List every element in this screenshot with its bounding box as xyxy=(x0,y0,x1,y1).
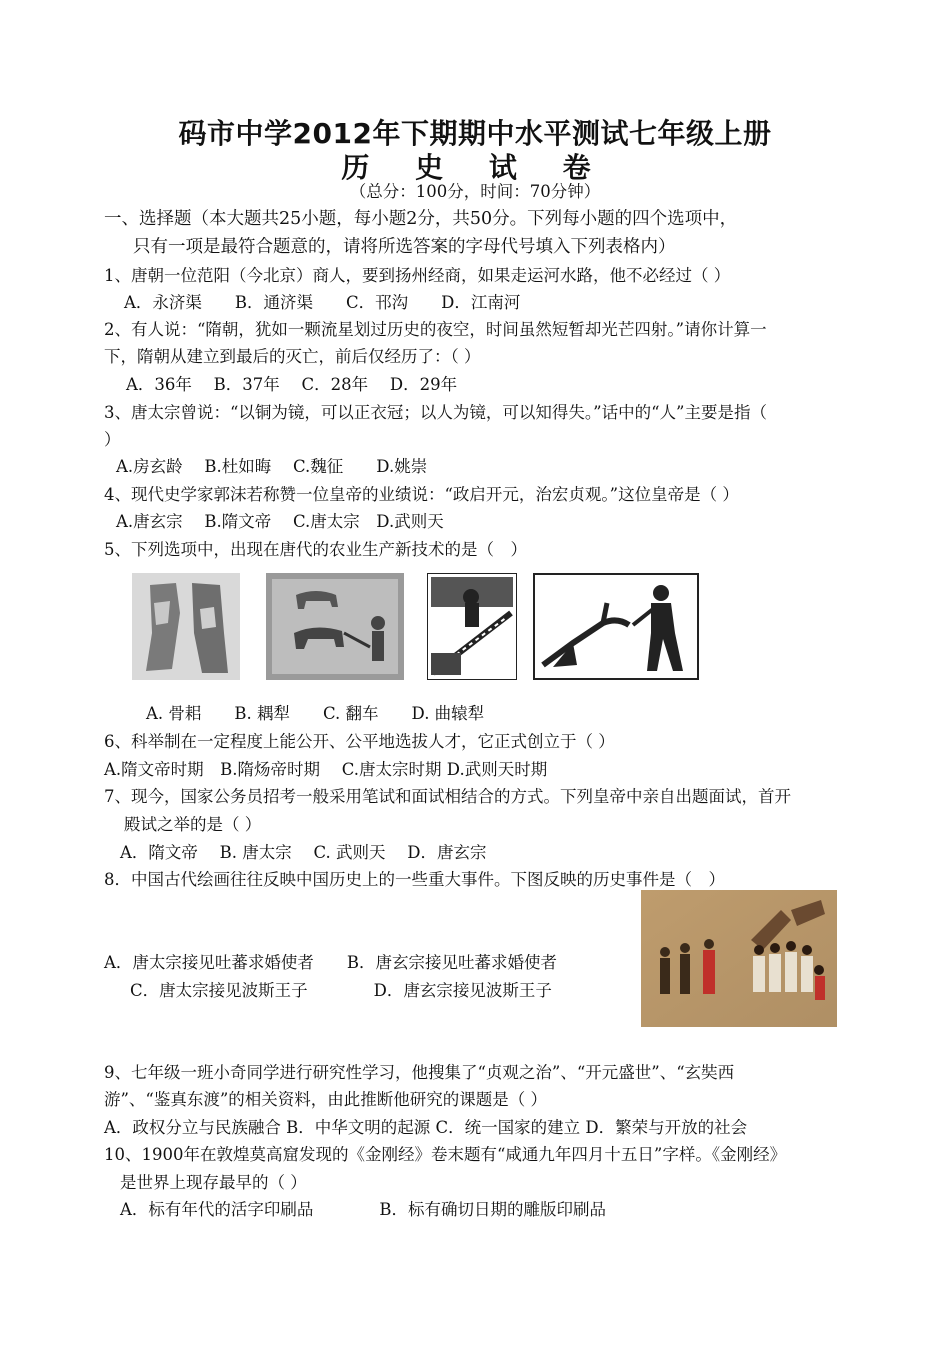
ox-plough-stone-relief xyxy=(266,573,404,680)
question-2-options: A．36年 B．37年 C．28年 D．29年 xyxy=(126,375,458,394)
question-7-stem-cont: 殿试之举的是（ ） xyxy=(124,815,262,834)
question-5-options: A. 骨耜 B. 耦犁 C. 翻车 D. 曲辕犁 xyxy=(146,704,485,723)
question-9-stem: 9、七年级一班小奇同学进行研究性学习，他搜集了“贞观之治”、“开元盛世”、“玄奘西 xyxy=(104,1063,735,1082)
question-1-stem: 1、唐朝一位范阳（今北京）商人，要到扬州经商，如果走运河水路，他不必经过（ ） xyxy=(104,266,731,285)
question-2-stem-cont: 下，隋朝从建立到最后的灭亡，前后仅经历了：（ ） xyxy=(104,347,481,366)
question-4-stem: 4、现代史学家郭沫若称赞一位皇帝的业绩说：“政启开元，治宏贞观。”这位皇帝是（ ） xyxy=(104,485,739,504)
exam-title: 码市中学2012年下期期中水平测试七年级上册 xyxy=(178,117,772,150)
bone-spade-photo xyxy=(132,573,240,680)
question-6-options: A.隋文帝时期 B.隋炀帝时期 C.唐太宗时期 D.武则天时期 xyxy=(104,760,548,779)
question-2-stem: 2、有人说：“隋朝，犹如一颗流星划过历史的夜空，时间虽然短暂却光芒四射。”请你计算一 xyxy=(104,320,767,339)
section-heading-cont: 只有一项是最符合题意的，请将所选答案的字母代号填入下列表格内） xyxy=(133,237,676,257)
question-5-stem: 5、下列选项中，出现在唐代的农业生产新技术的是（ ） xyxy=(104,540,527,559)
question-8-options-cd: C．唐太宗接见波斯王子 D．唐玄宗接见波斯王子 xyxy=(130,981,552,1000)
question-3-options: A.房玄龄 B.杜如晦 C.魏征 D.姚崇 xyxy=(116,457,428,476)
question-3-stem-cont: ） xyxy=(104,430,121,449)
question-10-options: A．标有年代的活字印刷品 B．标有确切日期的雕版印刷品 xyxy=(120,1200,607,1219)
question-7-options: A．隋文帝 B. 唐太宗 C. 武则天 D．唐玄宗 xyxy=(120,843,487,862)
exam-meta: （总分：100分，时间：70分钟） xyxy=(349,182,601,201)
question-9-options: A．政权分立与民族融合 B．中华文明的起源 C．统一国家的建立 D．繁荣与开放的社会 xyxy=(104,1118,748,1137)
question-3-stem: 3、唐太宗曾说：“以铜为镜，可以正衣冠；以人为镜，可以知得失。”话中的“人”主要是指（ xyxy=(104,403,767,422)
bunian-tu-painting xyxy=(641,890,837,1027)
exam-subject-title: 历 史 试 卷 xyxy=(341,151,609,184)
question-7-stem: 7、现今，国家公务员招考一般采用笔试和面试相结合的方式。下列皇帝中亲自出题面试，首开 xyxy=(104,787,791,806)
square-pallet-chain-pump-woodcut xyxy=(427,573,517,680)
question-4-options: A.唐玄宗 B.隋文帝 C.唐太宗 D.武则天 xyxy=(116,512,444,531)
question-9-stem-cont: 游”、“鉴真东渡”的相关资料，由此推断他研究的课题是（ ） xyxy=(104,1090,548,1109)
question-8-options-ab: A．唐太宗接见吐蕃求婚使者 B．唐玄宗接见吐蕃求婚使者 xyxy=(104,953,558,972)
question-10-stem: 10、1900年在敦煌莫高窟发现的《金刚经》卷末题有“咸通九年四月十五日”字样。《金刚经》 xyxy=(104,1145,787,1164)
section-heading: 一、选择题（本大题共25小题，每小题2分，共50分。下列每小题的四个选项中， xyxy=(104,209,738,229)
question-1-options: A．永济渠 B．通济渠 C．邗沟 D．江南河 xyxy=(124,293,521,312)
question-10-stem-cont: 是世界上现存最早的（ ） xyxy=(120,1173,307,1192)
curved-shaft-plough-drawing xyxy=(533,573,699,680)
question-6-stem: 6、科举制在一定程度上能公开、公平地选拔人才，它正式创立于（ ） xyxy=(104,732,615,751)
question-8-stem: 8．中国古代绘画往往反映中国历史上的一些重大事件。下图反映的历史事件是（ ） xyxy=(104,870,725,889)
